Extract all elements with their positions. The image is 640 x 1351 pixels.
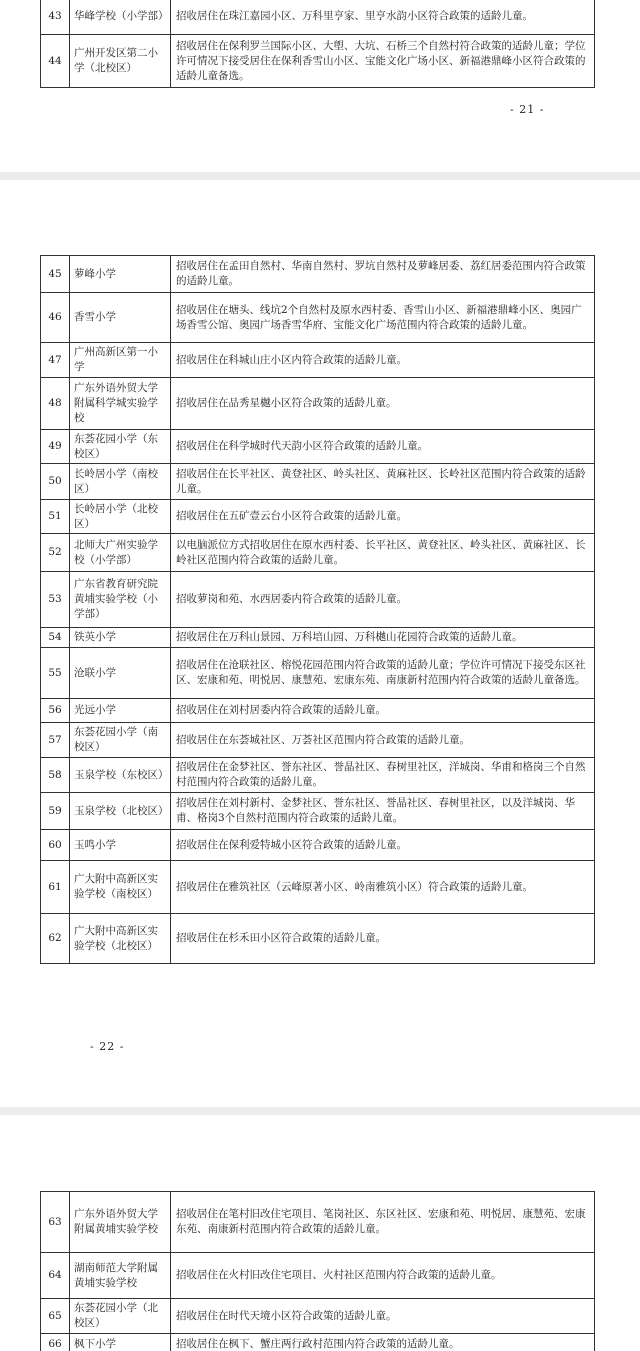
school-name: 北师大广州实验学校（小学部） — [70, 534, 171, 572]
table-row — [41, 343, 595, 378]
enrollment-area: 招收居住在孟田自然村、华南自然村、罗坑自然村及萝峰居委、荔红居委范围内符合政策的适龄儿童。 — [171, 256, 595, 293]
page-separator — [0, 1107, 640, 1115]
enrollment-area: 招收居住在雅筑社区（云峰原著小区、岭南雅筑小区）符合政策的适龄儿童。 — [171, 861, 595, 914]
enrollment-area: 招收居住在科城山庄小区内符合政策的适龄儿童。 — [171, 343, 595, 378]
document-page-22 — [0, 180, 640, 1107]
table-row — [41, 534, 595, 572]
table-row — [41, 1253, 595, 1299]
school-name: 广东外语外贸大学附属科学城实验学校 — [70, 378, 171, 430]
school-name: 长岭居小学（北校区） — [70, 500, 171, 534]
table-row — [41, 861, 595, 914]
row-number: 63 — [41, 1192, 70, 1253]
table-row — [41, 572, 595, 628]
table-row — [41, 830, 595, 861]
enrollment-area: 招收居住在笔村旧改住宅项目、笔岗社区、东区社区、宏康和苑、明悦居、康慧苑、宏康东苑、南康新村范围内符合政策的适龄儿童。 — [171, 1192, 595, 1253]
enrollment-area: 招收居住在品秀星樾小区符合政策的适龄儿童。 — [171, 378, 595, 430]
table-row — [41, 914, 595, 964]
table-row — [41, 1299, 595, 1334]
table-row — [41, 464, 595, 500]
table-row — [41, 628, 595, 648]
row-number: 45 — [41, 256, 70, 293]
enrollment-area: 以电脑派位方式招收居住在原水西村委、长平社区、黄登社区、岭头社区、黄麻社区、长岭社区范围内符合政策的适龄儿童。 — [171, 534, 595, 572]
enrollment-area: 招收居住在金梦社区、誉东社区、誉晶社区、春树里社区，洋城岗、华甫和格岗三个自然村范围内符合政策的适龄儿童。 — [171, 758, 595, 793]
school-name: 广州高新区第一小学 — [70, 343, 171, 378]
row-number: 52 — [41, 534, 70, 572]
page-number: - 21 - — [510, 103, 545, 116]
enrollment-area: 招收居住在科学城时代天韵小区符合政策的适龄儿童。 — [171, 430, 595, 464]
document-page-21 — [0, 0, 640, 172]
row-number: 43 — [41, 0, 70, 35]
page-number: - 22 - — [90, 1040, 125, 1053]
row-number: 57 — [41, 723, 70, 758]
enrollment-area: 招收居住在保利罗兰国际小区、大塱、大坑、石桥三个自然村符合政策的适龄儿童；学位许可情况下接受居住在保利香雪山小区、宝能文化广场小区、新福港鼎峰小区符合政策的适龄儿童备选。 — [171, 35, 595, 88]
enrollment-area: 招收居住在万科山景园、万科培山园、万科樾山花园符合政策的适龄儿童。 — [171, 628, 595, 648]
school-name: 枫下小学 — [70, 1334, 171, 1351]
row-number: 58 — [41, 758, 70, 793]
enrollment-area: 招收居住在杉禾田小区符合政策的适龄儿童。 — [171, 914, 595, 964]
school-name: 玉鸣小学 — [70, 830, 171, 861]
enrollment-area: 招收居住在塘头、线坑2个自然村及原水西村委、香雪山小区、新福港鼎峰小区、奥园广场香雪公馆、奥园广场香雪华府、宝能文化广场范围内符合政策的适龄儿童。 — [171, 293, 595, 343]
row-number: 59 — [41, 793, 70, 830]
school-name: 萝峰小学 — [70, 256, 171, 293]
enrollment-area: 招收居住在沧联社区、榕悦花园范围内符合政策的适龄儿童；学位许可情况下接受东区社区、宏康和苑、明悦居、康慧苑、宏康东苑、南康新村范围内符合政策的适龄儿童备选。 — [171, 648, 595, 699]
enrollment-area: 招收居住在东荟城社区、万荟社区范围内符合政策的适龄儿童。 — [171, 723, 595, 758]
enrollment-area: 招收居住在火村旧改住宅项目、火村社区范围内符合政策的适龄儿童。 — [171, 1253, 595, 1299]
enrollment-area: 招收居住在珠江嘉园小区、万科里亨家、里亨水韵小区符合政策的适龄儿童。 — [171, 0, 595, 35]
row-number: 65 — [41, 1299, 70, 1334]
school-enrollment-table — [40, 255, 595, 964]
row-number: 49 — [41, 430, 70, 464]
row-number: 62 — [41, 914, 70, 964]
row-number: 64 — [41, 1253, 70, 1299]
table-row — [41, 378, 595, 430]
school-name: 广东省教育研究院黄埔实验学校（小学部） — [70, 572, 171, 628]
school-name: 湖南师范大学附属黄埔实验学校 — [70, 1253, 171, 1299]
table-row — [41, 0, 595, 35]
school-name: 广州开发区第二小学（北校区） — [70, 35, 171, 88]
school-name: 广大附中高新区实验学校（南校区） — [70, 861, 171, 914]
page-separator — [0, 172, 640, 180]
table-row — [41, 723, 595, 758]
table-row — [41, 35, 595, 88]
school-name: 玉泉学校（东校区） — [70, 758, 171, 793]
enrollment-area: 招收居住在时代天境小区符合政策的适龄儿童。 — [171, 1299, 595, 1334]
table-row — [41, 758, 595, 793]
school-name: 长岭居小学（南校区） — [70, 464, 171, 500]
school-enrollment-table — [40, 1191, 595, 1351]
row-number: 54 — [41, 628, 70, 648]
table-row — [41, 648, 595, 699]
school-name: 沧联小学 — [70, 648, 171, 699]
table-row — [41, 430, 595, 464]
row-number: 60 — [41, 830, 70, 861]
enrollment-area: 招收居住在五矿壹云台小区符合政策的适龄儿童。 — [171, 500, 595, 534]
table-row — [41, 500, 595, 534]
school-name: 东荟花园小学（北校区） — [70, 1299, 171, 1334]
enrollment-area: 招收居住在刘村居委内符合政策的适龄儿童。 — [171, 699, 595, 723]
row-number: 48 — [41, 378, 70, 430]
table-row — [41, 1192, 595, 1253]
row-number: 44 — [41, 35, 70, 88]
school-name: 东荟花园小学（南校区） — [70, 723, 171, 758]
school-name: 广大附中高新区实验学校（北校区） — [70, 914, 171, 964]
table-row — [41, 293, 595, 343]
school-name: 广东外语外贸大学附属黄埔实验学校 — [70, 1192, 171, 1253]
row-number: 66 — [41, 1334, 70, 1351]
row-number: 61 — [41, 861, 70, 914]
row-number: 51 — [41, 500, 70, 534]
school-name: 铁英小学 — [70, 628, 171, 648]
document-page-23 — [0, 1115, 640, 1351]
enrollment-area: 招收居住在保利爱特城小区符合政策的适龄儿童。 — [171, 830, 595, 861]
enrollment-area: 招收萝岗和苑、水西居委内符合政策的适龄儿童。 — [171, 572, 595, 628]
table-row — [41, 793, 595, 830]
row-number: 47 — [41, 343, 70, 378]
row-number: 55 — [41, 648, 70, 699]
table-row — [41, 699, 595, 723]
table-row — [41, 256, 595, 293]
school-name: 华峰学校（小学部） — [70, 0, 171, 35]
enrollment-area: 招收居住在枫下、蟹庄两行政村范围内符合政策的适龄儿童。 — [171, 1334, 595, 1351]
school-name: 东荟花园小学（东校区） — [70, 430, 171, 464]
enrollment-area: 招收居住在刘村新村、金梦社区、誉东社区、誉晶社区、春树里社区，以及洋城岗、华甫、格岗3个自然村范围内符合政策的适龄儿童。 — [171, 793, 595, 830]
enrollment-area: 招收居住在长平社区、黄登社区、岭头社区、黄麻社区、长岭社区范围内符合政策的适龄儿童。 — [171, 464, 595, 500]
school-name: 玉泉学校（北校区） — [70, 793, 171, 830]
table-row — [41, 1334, 595, 1351]
school-enrollment-table — [40, 0, 595, 88]
row-number: 46 — [41, 293, 70, 343]
school-name: 光远小学 — [70, 699, 171, 723]
row-number: 50 — [41, 464, 70, 500]
school-name: 香雪小学 — [70, 293, 171, 343]
row-number: 53 — [41, 572, 70, 628]
row-number: 56 — [41, 699, 70, 723]
